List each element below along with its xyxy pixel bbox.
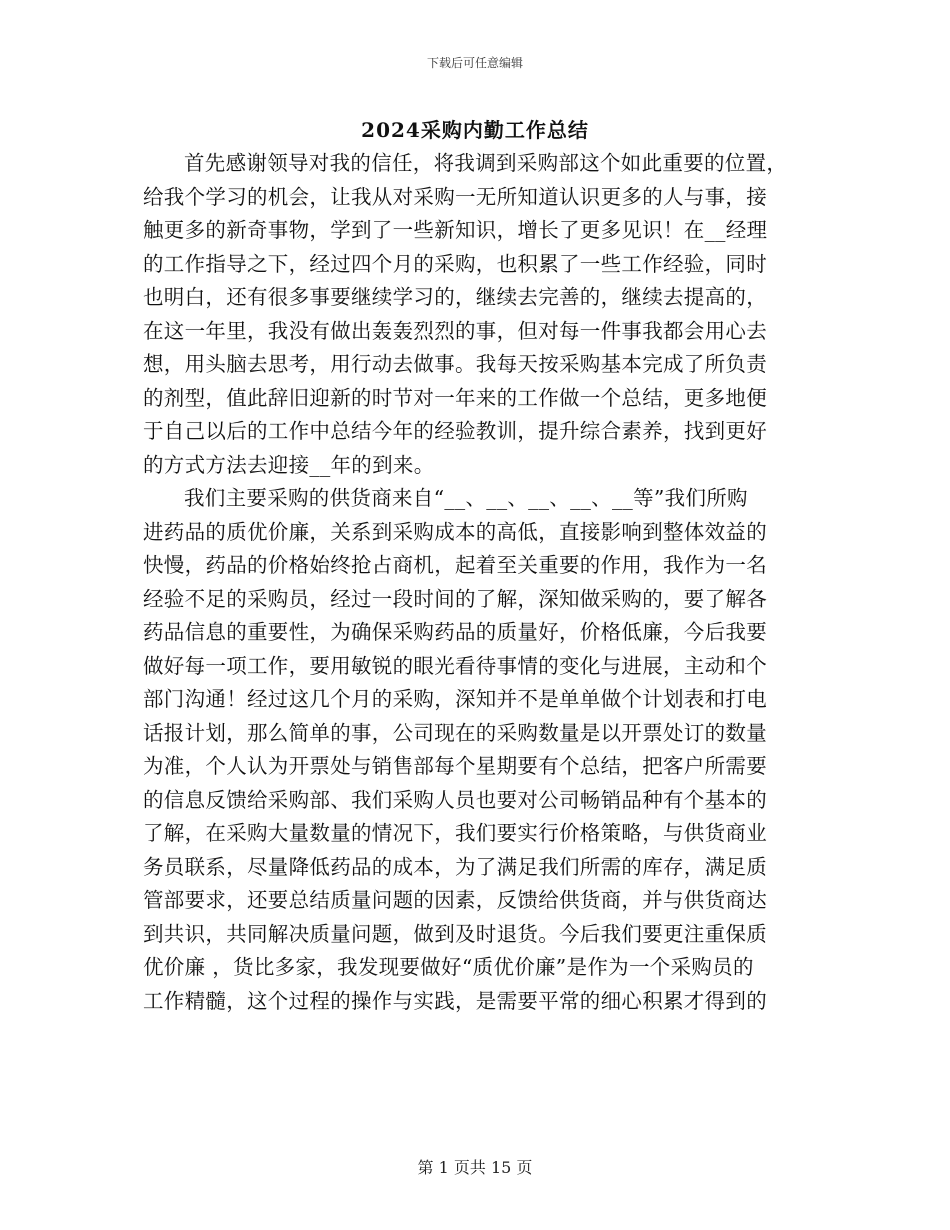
text-line: 快慢，药品的价格始终抢占商机，起着至关重要的作用，我作为一名 [143, 553, 767, 577]
text-line: 的剂型，值此辞旧迎新的时节对一年来的工作做一个总结，更多地便 [143, 385, 767, 410]
text-line: 了解，在采购大量数量的情况下，我们要实行价格策略，与供货商业 [143, 821, 767, 845]
text-line: 优价廉 ，货比多家，我发现要做好“质优价廉”是作为一个采购员的 [143, 955, 754, 979]
text-line: 部门沟通！经过这几个月的采购，深知并不是单单做个计划表和打电 [143, 687, 767, 711]
text-line: 药品信息的重要性，为确保采购药品的质量好，价格低廉，今后我要 [143, 620, 767, 644]
text-line: 想，用头脑去思考，用行动去做事。我每天按采购基本完成了所负责 [143, 352, 767, 376]
text-line: 话报计划，那么简单的事，公司现在的采购数量是以开票处订的数量 [143, 720, 767, 745]
page-number: 第 1 页共 15 页 [417, 1158, 533, 1177]
text-line: 为准，个人认为开票处与销售部每个星期要有个总结，把客户所需要 [143, 754, 767, 778]
text-line: 做好每一项工作，要用敏锐的眼光看待事情的变化与进展，主动和个 [143, 653, 767, 678]
text-line: 的工作指导之下，经过四个月的采购，也积累了一些工作经验，同时 [143, 251, 767, 276]
text-line: 经验不足的采购员，经过一段时间的了解，深知做采购的，要了解各 [143, 586, 767, 611]
text-line: 也明白，还有很多事要继续学习的，继续去完善的，继续去提高的， [143, 285, 767, 309]
text-line: 工作精髓，这个过程的操作与实践，是需要平常的细心积累才得到的 [143, 988, 767, 1013]
text-line: 于自己以后的工作中总结今年的经验教训，提升综合素养，找到更好 [143, 419, 767, 443]
paragraph-2 [143, 482, 811, 1018]
text-line: 在这一年里，我没有做出轰轰烈烈的事，但对每一件事我都会用心去 [143, 318, 767, 343]
paragraph-1 [143, 147, 811, 482]
document-body [143, 147, 811, 1018]
text-line: 务员联系，尽量降低药品的成本，为了满足我们所需的库存，满足质 [143, 854, 767, 879]
page-header-note: 下载后可任意编辑 [426, 56, 523, 70]
text-line: 我们主要采购的供货商来自“__、__、__、__、__等”我们所购 [184, 486, 748, 510]
text-line: 触更多的新奇事物，学到了一些新知识，增长了更多见识！在__经理 [143, 218, 768, 242]
text-line: 到共识，共同解决质量问题，做到及时退货。今后我们要更注重保质 [143, 921, 767, 946]
text-line: 进药品的质优价廉，关系到采购成本的高低，直接影响到整体效益的 [143, 519, 767, 544]
text-line: 给我个学习的机会，让我从对采购一无所知道认识更多的人与事，接 [143, 184, 767, 209]
text-line: 管部要求，还要总结质量问题的因素，反馈给供货商，并与供货商达 [143, 888, 767, 912]
text-line: 首先感谢领导对我的信任，将我调到采购部这个如此重要的位置， [184, 151, 788, 175]
text-line: 的信息反馈给采购部、我们采购人员也要对公司畅销品种有个基本的 [143, 787, 767, 812]
document-title: 2024采购内勤工作总结 [361, 118, 589, 142]
text-line: 的方式方法去迎接__年的到来。 [143, 452, 435, 477]
